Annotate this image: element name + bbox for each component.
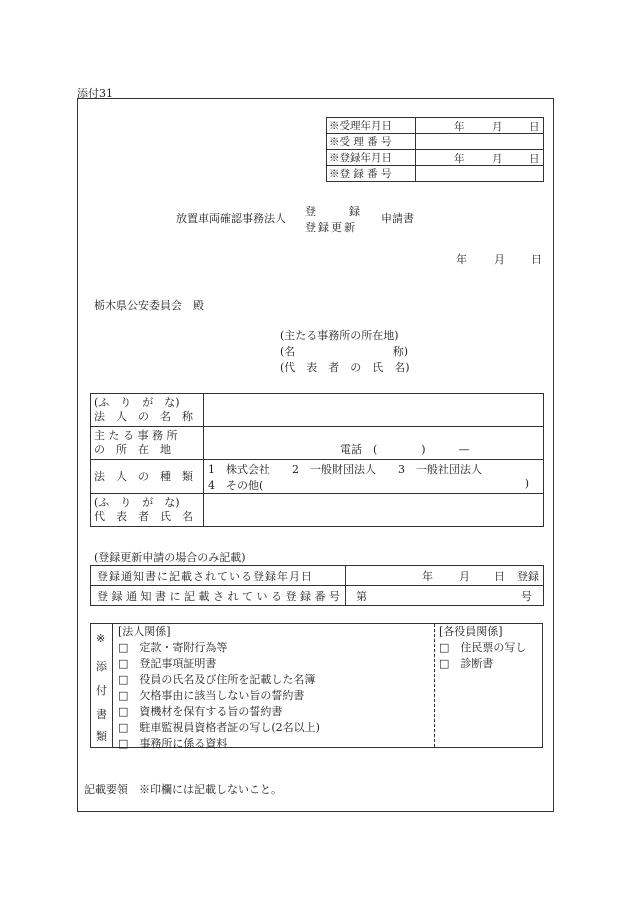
kind-options-line1: 1 株式会社 2 一般財団法人 3 一般社団法人: [208, 462, 482, 476]
corp-name-label: [91, 394, 204, 427]
name-open: (名: [280, 345, 296, 358]
table-row: [91, 494, 544, 527]
furigana-label: (ふ り が な): [94, 496, 180, 509]
month-unit: 月: [492, 121, 503, 133]
mark-char: 類: [96, 730, 107, 743]
receipt-row: [327, 134, 544, 150]
month-unit: 月: [492, 153, 503, 165]
rep-name-label: [91, 494, 204, 527]
renewal-table: [90, 565, 544, 606]
checkbox-item[interactable]: □ 診断書: [439, 657, 494, 670]
checkbox-item[interactable]: □ 定款・寄附行為等: [118, 641, 228, 654]
corp-name-text: 法 人 の 名 称: [94, 410, 193, 423]
table-row: [91, 427, 544, 460]
title-prefix: 放置車両確認事務法人: [176, 212, 286, 225]
applicant-address-label: (主たる事務所の所在地): [280, 329, 399, 342]
year-unit: 年: [422, 570, 433, 583]
office-line1: 主 た る 事 務 所: [94, 429, 178, 442]
rep-name-field[interactable]: [204, 494, 544, 527]
applicant-rep-label: (代 表 者 の 氏 名): [280, 361, 410, 374]
mark-char: 付: [96, 684, 107, 697]
title-option-register: 登 録: [305, 205, 360, 218]
kind-other: 4 その他(: [208, 478, 264, 492]
date-day: 日: [531, 253, 542, 266]
date-year: 年: [456, 253, 467, 266]
title-option-renew: 登録更新: [305, 221, 357, 234]
attachments-mark: [91, 624, 113, 747]
year-unit: 年: [454, 153, 465, 165]
mark-char: ※: [96, 632, 106, 645]
mark-char: 書: [96, 708, 107, 721]
receipt-value[interactable]: [416, 118, 544, 134]
checkbox-item[interactable]: □ 住民票の写し: [439, 641, 527, 654]
attachments-box: [90, 623, 543, 748]
kind-close: ): [524, 476, 529, 490]
rep-name-text: 代 表 者 氏 名: [94, 510, 193, 523]
applicant-info-table: [90, 393, 544, 527]
corp-docs-header: [法人関係]: [118, 625, 171, 638]
checkbox-item[interactable]: □ 駐車監視員資格者証の写し(2名以上): [118, 721, 320, 734]
checkbox-item[interactable]: □ 事務所に係る資料: [118, 737, 228, 750]
number-prefix: 第: [356, 590, 367, 603]
receipt-label: ※受 理 番 号: [327, 134, 416, 150]
checkbox-item[interactable]: □ 登記事項証明書: [118, 657, 217, 670]
officer-docs-header: [各役員関係]: [439, 625, 503, 638]
number-suffix: 号: [521, 590, 532, 603]
receipt-row: [327, 166, 544, 182]
month-unit: 月: [459, 570, 470, 583]
renewal-date-label: 登録通知書に記載されている登録年月日: [91, 566, 346, 586]
corp-name-field[interactable]: [204, 394, 544, 427]
attachments-divider: [434, 624, 435, 747]
title-suffix: 申請書: [381, 212, 414, 225]
renewal-date-field[interactable]: [346, 566, 544, 586]
register-unit: 登録: [517, 570, 539, 583]
name-close: 称): [392, 345, 408, 358]
officer-docs-list: [439, 624, 526, 672]
receipt-label: ※登録年月日: [327, 150, 416, 166]
receipt-table: [326, 117, 544, 182]
applicant-name-label: [280, 343, 408, 359]
furigana-label: (ふ り が な): [94, 396, 180, 409]
mark-char: 添: [96, 660, 107, 673]
addressee: 栃木県公安委員会 殿: [94, 299, 204, 312]
phone-label: 電話 ( ) —: [340, 443, 470, 456]
table-row: [91, 586, 544, 606]
corp-kind-label: 法 人 の 種 類: [91, 460, 204, 494]
receipt-row: [327, 150, 544, 166]
receipt-label: ※登 録 番 号: [327, 166, 416, 182]
receipt-value[interactable]: [416, 150, 544, 166]
date-month: 月: [494, 253, 505, 266]
receipt-row: [327, 118, 544, 134]
kind-options-line2: [208, 477, 543, 493]
renewal-note: (登録更新申請の場合のみ記載): [94, 551, 246, 564]
day-unit: 日: [494, 570, 505, 583]
checkbox-item[interactable]: □ 役員の氏名及び住所を記載した名簿: [118, 673, 316, 686]
corp-docs-list: [118, 624, 320, 752]
renewal-number-label: 登 録 通 知 書 に 記 載 さ れ て い る 登 録 番 号: [91, 586, 346, 606]
receipt-value[interactable]: [416, 134, 544, 150]
attachment-number: 添付31: [77, 87, 113, 100]
checkbox-item[interactable]: □ 資機材を保有する旨の誓約書: [118, 705, 283, 718]
day-unit: 日: [529, 153, 540, 165]
corp-kind-field[interactable]: [204, 460, 544, 494]
table-row: [91, 566, 544, 586]
day-unit: 日: [529, 121, 540, 133]
receipt-label: ※受理年月日: [327, 118, 416, 134]
office-address-field[interactable]: [204, 427, 544, 460]
table-row: [91, 460, 544, 494]
receipt-value[interactable]: [416, 166, 544, 182]
checkbox-item[interactable]: □ 欠格事由に該当しない旨の誓約書: [118, 689, 305, 702]
office-line2: の 所 在 地: [94, 443, 171, 456]
office-label: [91, 427, 204, 460]
year-unit: 年: [454, 121, 465, 133]
footer-note: 記載要領 ※印欄には記載しないこと。: [84, 783, 282, 796]
table-row: [91, 394, 544, 427]
renewal-number-field[interactable]: [346, 586, 544, 606]
